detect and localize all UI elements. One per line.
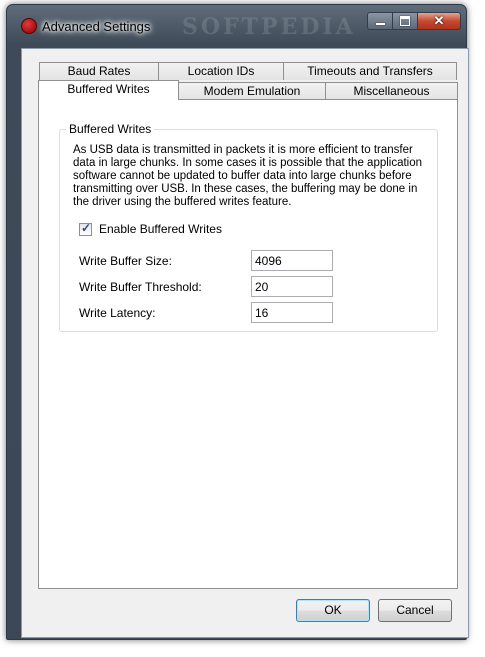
window-title: Advanced Settings: [42, 19, 151, 34]
write-buffer-size-input[interactable]: 4096: [251, 250, 333, 271]
watermark: SOFTPEDIA: [182, 14, 356, 40]
tab-location-ids[interactable]: Location IDs: [158, 62, 284, 80]
description-text: As USB data is transmitted in packets it is more efficient to transfer data in large chunks. In some cases it is possible that the application software cannot be updated to buffer data into large chunks before transmitting over USB. In these cases, the buffering may be done in the driver using the buffered writes feature.: [73, 144, 423, 208]
write-buffer-threshold-label: Write Buffer Threshold:: [79, 280, 202, 294]
minimize-button[interactable]: [367, 12, 393, 30]
tab-modem-emulation[interactable]: Modem Emulation: [178, 82, 326, 100]
write-buffer-size-label: Write Buffer Size:: [79, 254, 172, 268]
tab-baud-rates[interactable]: Baud Rates: [39, 62, 159, 80]
write-latency-label: Write Latency:: [79, 306, 156, 320]
enable-buffered-writes-checkbox[interactable]: [79, 220, 92, 236]
buffered-writes-group: [59, 122, 438, 332]
cancel-button[interactable]: Cancel: [378, 599, 452, 622]
minimize-icon: [376, 23, 385, 25]
tab-miscellaneous[interactable]: Miscellaneous: [325, 82, 458, 100]
dialog-client-area: [21, 48, 469, 638]
ok-button[interactable]: OK: [296, 599, 370, 622]
write-buffer-threshold-input[interactable]: 20: [251, 276, 333, 297]
tab-panel: [38, 99, 458, 589]
close-button[interactable]: [417, 12, 461, 30]
checkmark-icon: ✓: [81, 220, 92, 235]
group-title: Buffered Writes: [66, 122, 154, 136]
enable-buffered-writes-row[interactable]: [79, 222, 222, 236]
maximize-icon: [400, 16, 410, 26]
enable-buffered-writes-label[interactable]: Enable Buffered Writes: [99, 222, 222, 236]
app-icon: [21, 18, 37, 34]
maximize-button[interactable]: [392, 12, 418, 30]
dialog-window: [6, 4, 467, 640]
write-latency-input[interactable]: 16: [251, 302, 333, 323]
tab-buffered-writes[interactable]: Buffered Writes: [38, 80, 179, 100]
tab-timeouts-and-transfers[interactable]: Timeouts and Transfers: [283, 62, 457, 80]
close-icon: ✕: [433, 13, 445, 28]
